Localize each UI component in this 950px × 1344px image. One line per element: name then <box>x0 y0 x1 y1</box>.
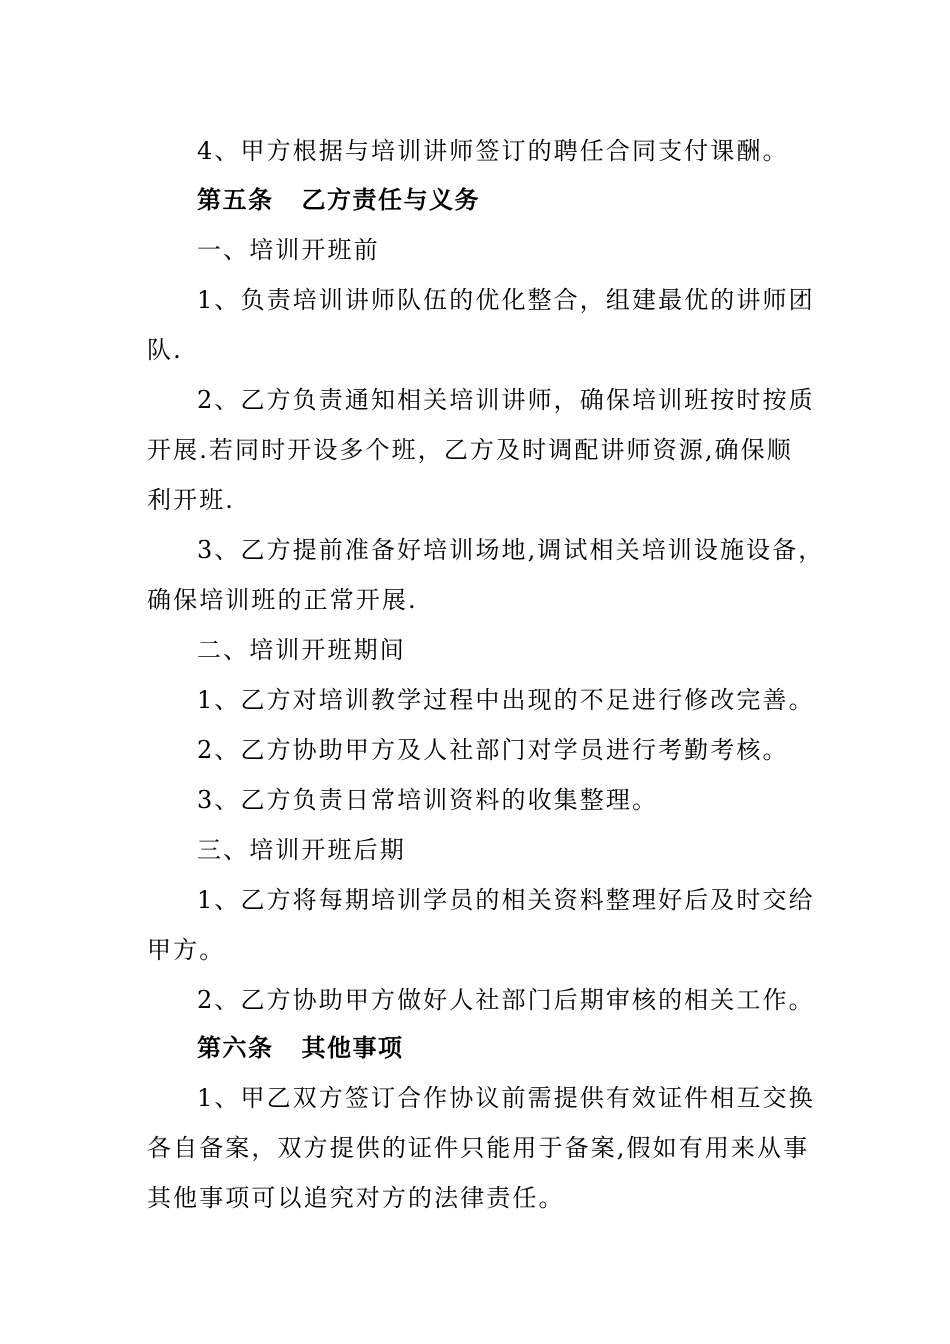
article-number: 第六条 <box>197 1033 274 1062</box>
paragraph-line: 4、甲方根据与培训讲师签订的聘任合同支付课酬。 <box>197 137 789 165</box>
paragraph-line: 队. <box>147 336 183 364</box>
section-heading: 一、培训开班前 <box>197 236 380 264</box>
paragraph-line: 确保培训班的正常开展. <box>147 586 418 614</box>
section-heading: 三、培训开班后期 <box>197 836 406 864</box>
article-number: 第五条 <box>197 185 274 214</box>
paragraph-line: 其他事项可以追究对方的法律责任。 <box>147 1184 565 1212</box>
article-title: 乙方责任与义务 <box>301 185 480 214</box>
paragraph-line: 3、乙方负责日常培训资料的收集整理。 <box>197 786 659 814</box>
paragraph-line: 甲方。 <box>147 936 226 964</box>
paragraph-line: 各自备案，双方提供的证件只能用于备案,假如有用来从事 <box>147 1134 810 1162</box>
paragraph-line: 1、负责培训讲师队伍的优化整合，组建最优的讲师团 <box>197 286 815 314</box>
paragraph-line: 2、乙方协助甲方及人社部门对学员进行考勤考核。 <box>197 736 789 764</box>
article-title: 其他事项 <box>301 1033 404 1062</box>
paragraph-line: 1、甲乙双方签订合作协议前需提供有效证件相互交换 <box>197 1084 815 1112</box>
paragraph-line: 1、乙方对培训教学过程中出现的不足进行修改完善。 <box>197 686 815 714</box>
article-heading <box>197 185 877 215</box>
paragraph-line: 利开班. <box>147 486 236 514</box>
paragraph-line: 2、乙方协助甲方做好人社部门后期审核的相关工作。 <box>197 986 815 1014</box>
paragraph-line: 开展.若同时开设多个班，乙方及时调配讲师资源,确保顺 <box>147 436 793 464</box>
paragraph-line: 2、乙方负责通知相关培训讲师，确保培训班按时按质 <box>197 386 815 414</box>
article-heading <box>197 1033 877 1063</box>
paragraph-line: 1、乙方将每期培训学员的相关资料整理好后及时交给 <box>197 886 815 914</box>
paragraph-line: 3、乙方提前准备好培训场地,调试相关培训设施设备， <box>197 536 825 564</box>
section-heading: 二、培训开班期间 <box>197 636 406 664</box>
